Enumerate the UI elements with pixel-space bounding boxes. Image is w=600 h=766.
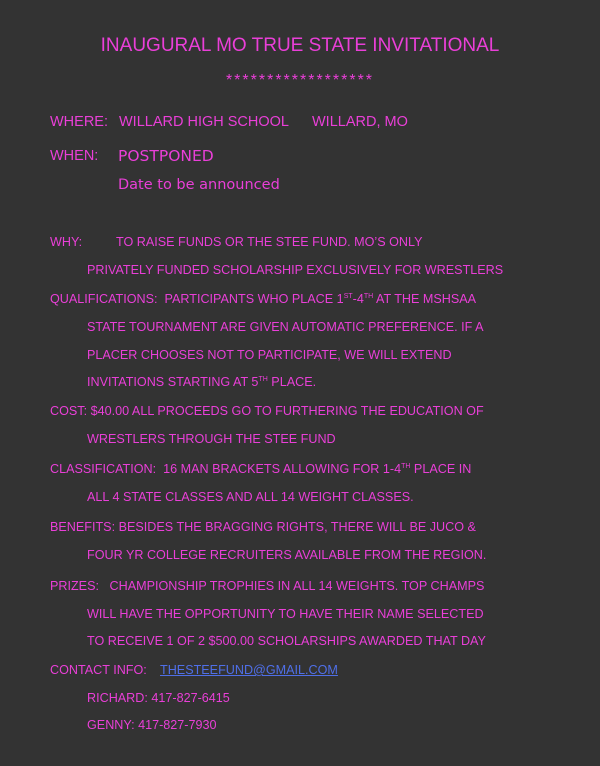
classification-line-2: ALL 4 STATE CLASSES AND ALL 14 WEIGHT CLASSES. (87, 490, 414, 504)
prizes-line-3: TO RECEIVE 1 OF 2 $500.00 SCHOLARSHIPS AWARDED THAT DAY (87, 634, 486, 648)
qualifications-label: QUALIFICATIONS: (50, 292, 158, 306)
benefits-label: BENEFITS: (50, 520, 116, 534)
where-city: WILLARD, MO (312, 114, 408, 130)
why-line-2: PRIVATELY FUNDED SCHOLARSHIP EXCLUSIVELY FOR WRESTLERS (87, 263, 504, 277)
qualifications-line-3: PLACER CHOOSES NOT TO PARTICIPATE, WE WILL EXTEND (87, 348, 452, 362)
when-label: WHEN: (50, 148, 99, 164)
when-value: POSTPONED (118, 147, 214, 165)
prizes-label: PRIZES: (50, 579, 99, 593)
qualifications-line-4: INVITATIONS STARTING AT 5TH PLACE. (87, 375, 317, 389)
where-label: WHERE: (50, 114, 108, 130)
where-value: WILLARD HIGH SCHOOL (119, 114, 289, 130)
why-line-1: TO RAISE FUNDS OR THE STEE FUND. MO’S ONLY (116, 235, 423, 249)
when-note: Date to be announced (118, 177, 280, 193)
why-label: WHY: (50, 235, 83, 249)
classification-label: CLASSIFICATION: (50, 462, 157, 476)
stars-divider: ****************** (225, 72, 375, 89)
benefits-line-2: FOUR YR COLLEGE RECRUITERS AVAILABLE FROM THE REGION. (87, 548, 487, 562)
cost-line-2: WRESTLERS THROUGH THE STEE FUND (87, 432, 336, 446)
contact-genny: GENNY: 417-827-7930 (87, 718, 217, 732)
qualifications-line-1: QUALIFICATIONS: PARTICIPANTS WHO PLACE 1ST-4TH AT THE MSHSAA (50, 292, 477, 306)
benefits-line-1: BENEFITS: BESIDES THE BRAGGING RIGHTS, THERE WILL BE JUCO & (50, 520, 476, 534)
cost-label: COST: (50, 404, 88, 418)
cost-line-1: COST: $40.00 ALL PROCEEDS GO TO FURTHERING THE EDUCATION OF (50, 404, 484, 418)
classification-line-1: CLASSIFICATION: 16 MAN BRACKETS ALLOWING FOR 1-4TH PLACE IN (50, 462, 472, 476)
contact-label: CONTACT INFO: (50, 663, 147, 677)
prizes-line-2: WILL HAVE THE OPPORTUNITY TO HAVE THEIR NAME SELECTED (87, 607, 484, 621)
prizes-line-1: PRIZES: CHAMPIONSHIP TROPHIES IN ALL 14 WEIGHTS. TOP CHAMPS (50, 579, 485, 593)
contact-richard: RICHARD: 417-827-6415 (87, 691, 230, 705)
flyer-title: INAUGURAL MO TRUE STATE INVITATIONAL (100, 35, 500, 56)
contact-email-link[interactable]: THESTEEFUND@GMAIL.COM (160, 663, 338, 677)
qualifications-line-2: STATE TOURNAMENT ARE GIVEN AUTOMATIC PREFERENCE. IF A (87, 320, 484, 334)
